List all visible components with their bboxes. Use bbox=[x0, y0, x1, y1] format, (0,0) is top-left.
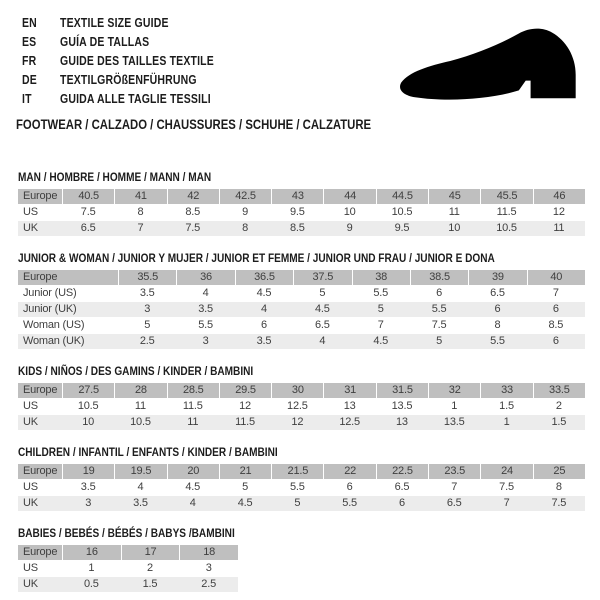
size-table bbox=[18, 463, 585, 512]
size-cell: 29.5 bbox=[219, 383, 271, 398]
size-cell: 5 bbox=[118, 318, 176, 333]
size-cell: 39 bbox=[468, 270, 526, 285]
size-cell: 3.5 bbox=[235, 334, 293, 349]
size-cell: 8 bbox=[114, 205, 166, 220]
size-cell: 7 bbox=[527, 286, 585, 301]
size-cell: 8.5 bbox=[271, 221, 323, 236]
size-cell: 7 bbox=[480, 496, 532, 511]
size-cell: 2 bbox=[533, 399, 585, 414]
size-cell: 12 bbox=[533, 205, 585, 220]
size-cell: 12.5 bbox=[323, 415, 375, 430]
size-cell: 9.5 bbox=[271, 205, 323, 220]
size-table-section-children bbox=[18, 445, 585, 512]
size-cell: 5 bbox=[410, 334, 468, 349]
size-table bbox=[18, 544, 238, 593]
size-cell: 37.5 bbox=[293, 270, 351, 285]
table-title-text: BABIES / BEBÉS / BÉBÉS / BABYS /BAMBINI bbox=[18, 526, 235, 540]
size-cell: 5.5 bbox=[176, 318, 234, 333]
language-label-text: GUÍA DE TALLAS bbox=[60, 35, 150, 49]
size-table bbox=[18, 188, 585, 237]
size-cell: 10 bbox=[62, 415, 114, 430]
language-code bbox=[22, 14, 60, 33]
language-code bbox=[22, 33, 60, 52]
size-cell: 25 bbox=[533, 464, 585, 479]
shoe-icon-svg bbox=[393, 12, 580, 110]
size-cell: 16 bbox=[62, 545, 121, 560]
size-cell: 22.5 bbox=[376, 464, 428, 479]
size-cell: 33 bbox=[480, 383, 532, 398]
table-row bbox=[18, 415, 585, 430]
size-cell: 31.5 bbox=[376, 383, 428, 398]
language-label bbox=[60, 54, 243, 68]
size-cell: 12 bbox=[271, 415, 323, 430]
row-label: UK bbox=[18, 415, 62, 430]
size-cell: 6 bbox=[468, 302, 526, 317]
size-cell: 1.5 bbox=[480, 399, 532, 414]
language-label bbox=[60, 92, 240, 106]
language-code-text: DE bbox=[22, 73, 37, 87]
size-cell: 42 bbox=[167, 189, 219, 204]
table-row bbox=[18, 334, 585, 349]
table-title-text: JUNIOR & WOMAN / JUNIOR Y MUJER / JUNIOR ET FEMME / JUNIOR UND FRAU / JUNIOR E DONA bbox=[18, 251, 495, 265]
size-cell: 32 bbox=[428, 383, 480, 398]
size-cell: 1.5 bbox=[533, 415, 585, 430]
size-cell: 13.5 bbox=[428, 415, 480, 430]
size-cell: 3.5 bbox=[118, 286, 176, 301]
size-cell: 10.5 bbox=[480, 221, 532, 236]
size-cell: 7 bbox=[428, 480, 480, 495]
size-cell: 10 bbox=[428, 221, 480, 236]
size-cell: 1 bbox=[62, 561, 121, 576]
size-cell: 46 bbox=[533, 189, 585, 204]
language-code-text: FR bbox=[22, 54, 37, 68]
row-label: US bbox=[18, 205, 62, 220]
size-cell: 40 bbox=[527, 270, 585, 285]
size-cell: 22 bbox=[323, 464, 375, 479]
size-cell: 28 bbox=[114, 383, 166, 398]
table-title bbox=[18, 526, 585, 541]
size-cell: 5.5 bbox=[323, 496, 375, 511]
size-cell: 4.5 bbox=[235, 286, 293, 301]
category-title-text: FOOTWEAR / CALZADO / CHAUSSURES / SCHUHE / CALZATURE bbox=[16, 117, 372, 132]
size-cell: 17 bbox=[121, 545, 180, 560]
shoe-icon bbox=[393, 12, 580, 110]
size-cell: 7.5 bbox=[410, 318, 468, 333]
size-cell: 1 bbox=[480, 415, 532, 430]
size-cell: 13 bbox=[376, 415, 428, 430]
table-row bbox=[18, 545, 238, 560]
row-label: Woman (UK) bbox=[18, 334, 118, 349]
size-cell: 5 bbox=[219, 480, 271, 495]
size-cell: 4 bbox=[293, 334, 351, 349]
size-cell: 21.5 bbox=[271, 464, 323, 479]
size-cell: 11 bbox=[114, 399, 166, 414]
size-cell: 31 bbox=[323, 383, 375, 398]
size-cell: 7.5 bbox=[167, 221, 219, 236]
row-label: Europe bbox=[18, 383, 62, 398]
row-label: UK bbox=[18, 496, 62, 511]
size-cell: 6.5 bbox=[428, 496, 480, 511]
size-cell: 9 bbox=[323, 221, 375, 236]
size-cell: 28.5 bbox=[167, 383, 219, 398]
language-code-text: EN bbox=[22, 16, 37, 30]
size-cell: 6 bbox=[527, 302, 585, 317]
table-row bbox=[18, 399, 585, 414]
table-row bbox=[18, 561, 238, 576]
size-cell: 8.5 bbox=[527, 318, 585, 333]
table-row bbox=[18, 496, 585, 511]
size-cell: 33.5 bbox=[533, 383, 585, 398]
size-cell: 43 bbox=[271, 189, 323, 204]
table-row bbox=[18, 205, 585, 220]
size-cell: 2.5 bbox=[179, 577, 238, 592]
size-cell: 5 bbox=[293, 286, 351, 301]
size-cell: 21 bbox=[219, 464, 271, 479]
size-cell: 24 bbox=[480, 464, 532, 479]
size-cell: 7 bbox=[352, 318, 410, 333]
size-table-section-babies bbox=[18, 526, 585, 593]
table-row bbox=[18, 577, 238, 592]
table-row bbox=[18, 383, 585, 398]
table-title bbox=[18, 251, 585, 266]
size-cell: 3.5 bbox=[114, 496, 166, 511]
row-label: Junior (UK) bbox=[18, 302, 118, 317]
size-cell: 42.5 bbox=[219, 189, 271, 204]
language-code-text: ES bbox=[22, 35, 37, 49]
size-cell: 8.5 bbox=[167, 205, 219, 220]
size-cell: 11 bbox=[533, 221, 585, 236]
size-cell: 11.5 bbox=[219, 415, 271, 430]
size-cell: 10 bbox=[323, 205, 375, 220]
size-cell: 4 bbox=[176, 286, 234, 301]
table-row bbox=[18, 270, 585, 285]
language-label-text: TEXTILE SIZE GUIDE bbox=[60, 16, 169, 30]
size-cell: 3.5 bbox=[62, 480, 114, 495]
size-cell: 8 bbox=[533, 480, 585, 495]
language-label bbox=[60, 35, 166, 49]
table-row bbox=[18, 318, 585, 333]
language-label-text: TEXTILGRÖßENFÜHRUNG bbox=[60, 73, 197, 87]
size-cell: 5.5 bbox=[468, 334, 526, 349]
size-cell: 9 bbox=[219, 205, 271, 220]
size-cell: 6.5 bbox=[62, 221, 114, 236]
size-table-section-man bbox=[18, 170, 585, 237]
language-code-text: IT bbox=[22, 92, 32, 106]
size-cell: 13 bbox=[323, 399, 375, 414]
size-cell: 7.5 bbox=[533, 496, 585, 511]
size-cell: 35.5 bbox=[118, 270, 176, 285]
table-title-text: MAN / HOMBRE / HOMME / MANN / MAN bbox=[18, 170, 212, 184]
size-cell: 4.5 bbox=[293, 302, 351, 317]
size-cell: 4 bbox=[167, 496, 219, 511]
size-cell: 10.5 bbox=[376, 205, 428, 220]
size-cell: 4 bbox=[114, 480, 166, 495]
table-title-text: CHILDREN / INFANTIL / ENFANTS / KINDER / BAMBINI bbox=[18, 445, 278, 459]
size-cell: 41 bbox=[114, 189, 166, 204]
table-title bbox=[18, 364, 585, 379]
table-row bbox=[18, 286, 585, 301]
size-cell: 0.5 bbox=[62, 577, 121, 592]
language-code bbox=[22, 90, 60, 109]
size-cell: 44 bbox=[323, 189, 375, 204]
size-cell: 44.5 bbox=[376, 189, 428, 204]
row-label: US bbox=[18, 480, 62, 495]
size-cell: 19 bbox=[62, 464, 114, 479]
size-cell: 6 bbox=[235, 318, 293, 333]
size-cell: 36 bbox=[176, 270, 234, 285]
table-row bbox=[18, 480, 585, 495]
size-cell: 30 bbox=[271, 383, 323, 398]
row-label: Europe bbox=[18, 189, 62, 204]
language-code bbox=[22, 71, 60, 90]
size-cell: 8 bbox=[219, 221, 271, 236]
row-label: Europe bbox=[18, 545, 62, 560]
size-cell: 38 bbox=[352, 270, 410, 285]
size-cell: 7 bbox=[114, 221, 166, 236]
size-cell: 11.5 bbox=[167, 399, 219, 414]
table-row bbox=[18, 189, 585, 204]
size-cell: 45 bbox=[428, 189, 480, 204]
size-cell: 13.5 bbox=[376, 399, 428, 414]
size-cell: 4.5 bbox=[167, 480, 219, 495]
size-cell: 40.5 bbox=[62, 189, 114, 204]
language-code bbox=[22, 52, 60, 71]
size-cell: 3.5 bbox=[176, 302, 234, 317]
size-cell: 11 bbox=[428, 205, 480, 220]
row-label: UK bbox=[18, 221, 62, 236]
size-cell: 11.5 bbox=[480, 205, 532, 220]
size-cell: 3 bbox=[179, 561, 238, 576]
size-cell: 20 bbox=[167, 464, 219, 479]
size-cell: 8 bbox=[468, 318, 526, 333]
size-cell: 2 bbox=[121, 561, 180, 576]
row-label: Europe bbox=[18, 464, 62, 479]
size-cell: 6 bbox=[323, 480, 375, 495]
size-cell: 36.5 bbox=[235, 270, 293, 285]
size-cell: 7.5 bbox=[62, 205, 114, 220]
size-cell: 45.5 bbox=[480, 189, 532, 204]
row-label: Woman (US) bbox=[18, 318, 118, 333]
size-table bbox=[18, 382, 585, 431]
row-label: UK bbox=[18, 577, 62, 592]
language-label-text: GUIDE DES TAILLES TEXTILE bbox=[60, 54, 214, 68]
size-cell: 11 bbox=[167, 415, 219, 430]
size-cell: 27.5 bbox=[62, 383, 114, 398]
size-cell: 5 bbox=[352, 302, 410, 317]
row-label: US bbox=[18, 399, 62, 414]
size-cell: 5.5 bbox=[410, 302, 468, 317]
row-label: Junior (US) bbox=[18, 286, 118, 301]
row-label: US bbox=[18, 561, 62, 576]
size-cell: 12.5 bbox=[271, 399, 323, 414]
size-table-section-kids bbox=[18, 364, 585, 431]
size-cell: 3 bbox=[176, 334, 234, 349]
size-cell: 38.5 bbox=[410, 270, 468, 285]
language-label-text: GUIDA ALLE TAGLIE TESSILI bbox=[60, 92, 211, 106]
size-cell: 23.5 bbox=[428, 464, 480, 479]
size-table bbox=[18, 269, 585, 350]
size-cell: 5.5 bbox=[352, 286, 410, 301]
size-cell: 4.5 bbox=[352, 334, 410, 349]
category-title bbox=[16, 116, 585, 133]
size-tables bbox=[18, 170, 585, 593]
size-cell: 6 bbox=[527, 334, 585, 349]
table-row bbox=[18, 221, 585, 236]
table-title-text: KIDS / NIÑOS / DES GAMINS / KINDER / BAMBINI bbox=[18, 364, 254, 378]
size-cell: 12 bbox=[219, 399, 271, 414]
size-cell: 1.5 bbox=[121, 577, 180, 592]
size-cell: 5 bbox=[271, 496, 323, 511]
size-cell: 19.5 bbox=[114, 464, 166, 479]
size-cell: 4 bbox=[235, 302, 293, 317]
table-title bbox=[18, 445, 585, 460]
size-cell: 3 bbox=[62, 496, 114, 511]
size-cell: 10.5 bbox=[62, 399, 114, 414]
size-cell: 6 bbox=[376, 496, 428, 511]
size-cell: 2.5 bbox=[118, 334, 176, 349]
language-label bbox=[60, 16, 189, 30]
row-label: Europe bbox=[18, 270, 118, 285]
size-cell: 1 bbox=[428, 399, 480, 414]
size-cell: 6.5 bbox=[468, 286, 526, 301]
table-title bbox=[18, 170, 585, 185]
size-cell: 10.5 bbox=[114, 415, 166, 430]
size-cell: 3 bbox=[118, 302, 176, 317]
size-cell: 9.5 bbox=[376, 221, 428, 236]
size-cell: 6.5 bbox=[293, 318, 351, 333]
size-cell: 6.5 bbox=[376, 480, 428, 495]
table-row bbox=[18, 302, 585, 317]
size-cell: 5.5 bbox=[271, 480, 323, 495]
size-cell: 4.5 bbox=[219, 496, 271, 511]
language-label bbox=[60, 73, 223, 87]
size-cell: 18 bbox=[179, 545, 238, 560]
table-row bbox=[18, 464, 585, 479]
size-cell: 7.5 bbox=[480, 480, 532, 495]
size-table-section-junior bbox=[18, 251, 585, 350]
size-cell: 6 bbox=[410, 286, 468, 301]
